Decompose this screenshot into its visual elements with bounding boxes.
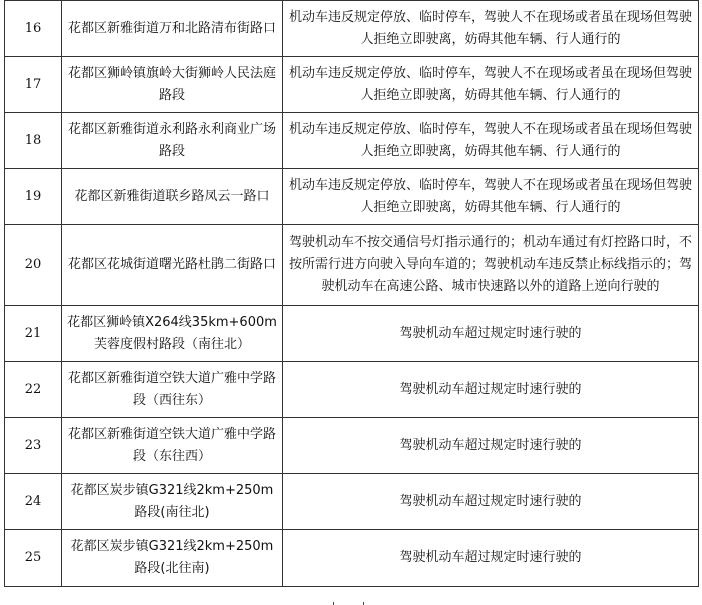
row-number: 21 bbox=[5, 306, 62, 362]
offense-cell: 驾驶机动车超过规定时速行驶的 bbox=[283, 530, 699, 587]
table-row bbox=[5, 225, 699, 306]
location-cell: 花都区新雅街道空铁大道广雅中学路段（西往东） bbox=[62, 362, 283, 418]
location-cell: 花都区炭步镇G321线2km+250m路段(北往南) bbox=[62, 530, 283, 587]
location-cell: 花都区狮岭镇旗岭大街狮岭人民法庭路段 bbox=[62, 57, 283, 113]
offense-cell: 机动车违反规定停放、临时停车，驾驶人不在现场或者虽在现场但驾驶人拒绝立即驶离，妨碍其他车辆、行人通行的 bbox=[283, 169, 699, 225]
row-number: 22 bbox=[5, 362, 62, 418]
location-cell: 花都区炭步镇G321线2km+250m路段(南往北) bbox=[62, 474, 283, 530]
row-number: 24 bbox=[5, 474, 62, 530]
table-row bbox=[5, 362, 699, 418]
offense-cell: 机动车违反规定停放、临时停车，驾驶人不在现场或者虽在现场但驾驶人拒绝立即驶离，妨碍其他车辆、行人通行的 bbox=[283, 1, 699, 57]
offense-cell: 驾驶机动车超过规定时速行驶的 bbox=[283, 306, 699, 362]
offense-cell: 驾驶机动车超过规定时速行驶的 bbox=[283, 362, 699, 418]
location-cell: 花都区新雅街道永利路永利商业广场路段 bbox=[62, 113, 283, 169]
row-number: 18 bbox=[5, 113, 62, 169]
row-number: 19 bbox=[5, 169, 62, 225]
offense-cell: 驾驶机动车不按交通信号灯指示通行的；机动车通过有灯控路口时，不按所需行进方向驶入导向车道的；驾驶机动车违反禁止标线指示的；驾驶机动车在高速公路、城市快速路以外的道路上逆向行驶的 bbox=[283, 225, 699, 306]
table-row bbox=[5, 474, 699, 530]
violation-locations-table bbox=[4, 0, 699, 587]
table-row bbox=[5, 530, 699, 587]
offense-cell: 机动车违反规定停放、临时停车，驾驶人不在现场或者虽在现场但驾驶人拒绝立即驶离，妨碍其他车辆、行人通行的 bbox=[283, 57, 699, 113]
location-cell: 花都区花城街道曙光路杜鹃二街路口 bbox=[62, 225, 283, 306]
offense-cell: 驾驶机动车超过规定时速行驶的 bbox=[283, 418, 699, 474]
location-cell: 花都区新雅街道空铁大道广雅中学路段（东往西） bbox=[62, 418, 283, 474]
offense-cell: 机动车违反规定停放、临时停车，驾驶人不在现场或者虽在现场但驾驶人拒绝立即驶离，妨碍其他车辆、行人通行的 bbox=[283, 113, 699, 169]
row-number: 16 bbox=[5, 1, 62, 57]
location-cell: 花都区新雅街道联乡路凤云一路口 bbox=[62, 169, 283, 225]
table-row bbox=[5, 169, 699, 225]
location-cell: 花都区狮岭镇X264线35km+600m芙蓉度假村路段（南往北） bbox=[62, 306, 283, 362]
row-number: 17 bbox=[5, 57, 62, 113]
row-number: 23 bbox=[5, 418, 62, 474]
table-row bbox=[5, 57, 699, 113]
table-row bbox=[5, 306, 699, 362]
offense-cell: 驾驶机动车超过规定时速行驶的 bbox=[283, 474, 699, 530]
table-row bbox=[5, 1, 699, 57]
row-number: 20 bbox=[5, 225, 62, 306]
row-number: 25 bbox=[5, 530, 62, 587]
table-row bbox=[5, 418, 699, 474]
location-cell: 花都区新雅街道万和北路清布街路口 bbox=[62, 1, 283, 57]
table-row bbox=[5, 113, 699, 169]
